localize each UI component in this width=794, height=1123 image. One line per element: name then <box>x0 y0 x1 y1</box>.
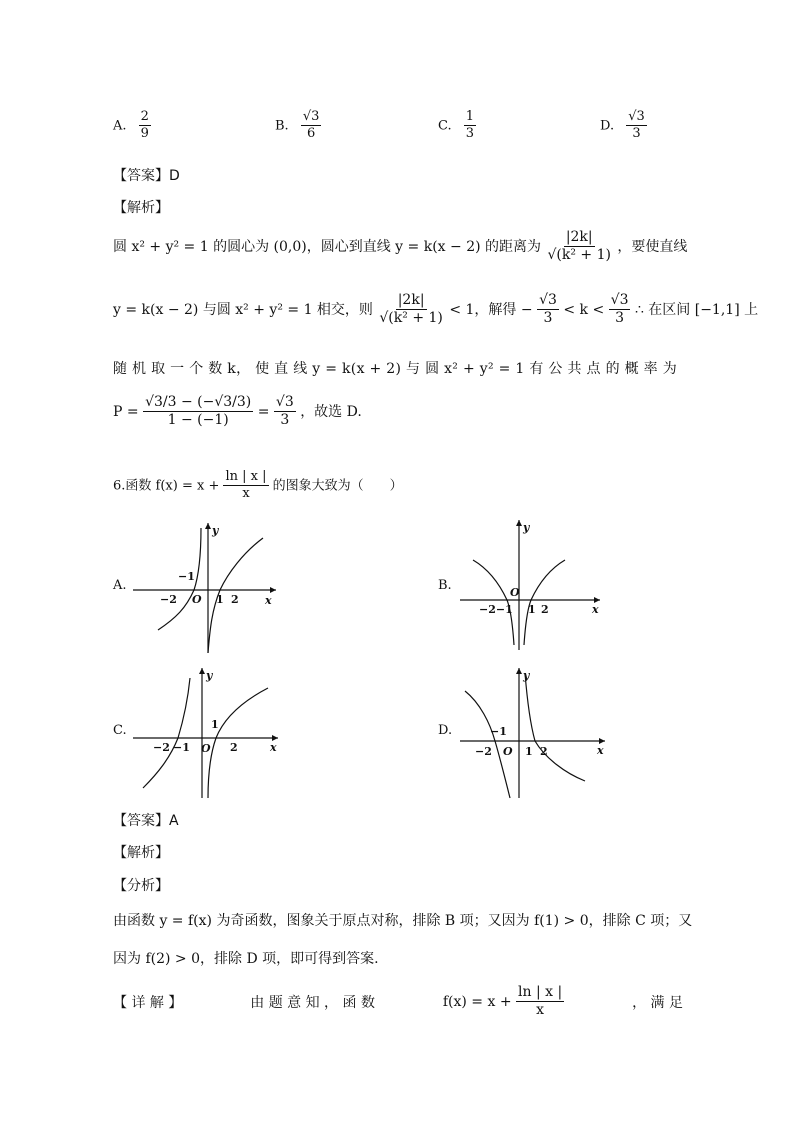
tick-label: −2 <box>475 745 492 758</box>
distance-fraction <box>545 230 612 264</box>
tick-label: −1 <box>178 570 195 583</box>
fraction-denominator: √(k² + 1) <box>379 310 443 327</box>
solution-text: < 1，解得 − <box>449 301 533 318</box>
q6-stem <box>113 470 403 502</box>
option-d <box>600 110 647 142</box>
curve-right <box>525 673 585 781</box>
option-letter: A. <box>113 118 127 134</box>
graph-a-label: A. <box>113 578 127 593</box>
option-fraction <box>301 110 322 142</box>
fraction-numerator: 2 <box>139 110 151 126</box>
y-axis-label: y <box>212 524 219 537</box>
fraction-numerator: √3 <box>301 110 322 126</box>
solution-text: ，要使直线 <box>617 238 688 255</box>
tick-label: 1 <box>528 603 536 616</box>
curve-left <box>143 678 190 788</box>
tick-label: 2 <box>541 603 549 616</box>
answer-label: 【答案】 <box>113 168 169 184</box>
result-fraction <box>274 395 296 429</box>
tick-label: −2−1 <box>479 603 513 616</box>
graph-d-label: D. <box>438 723 453 738</box>
tick-label: −1 <box>490 725 507 738</box>
option-b <box>275 110 321 142</box>
detail-label: 【 详 解 】 <box>113 994 183 1011</box>
graph-b <box>455 515 605 655</box>
tick-label: 1 <box>525 745 533 758</box>
tick-label: −1 <box>173 741 190 754</box>
fraction-denominator: x <box>242 486 250 502</box>
graph-b-label: B. <box>438 578 452 593</box>
option-fraction <box>626 110 647 142</box>
detail-fraction <box>516 985 564 1019</box>
solution-text: ∴ 在区间 [−1,1] 上 <box>634 301 759 318</box>
y-arrow <box>516 668 522 674</box>
origin-label: O <box>192 593 202 606</box>
probability-fraction <box>143 395 253 429</box>
answer-value: A <box>169 813 179 829</box>
fraction-numerator: √3 <box>274 395 296 412</box>
tick-label: −2 <box>153 741 170 754</box>
fraction-numerator: √3 <box>609 293 631 310</box>
origin-label: O <box>503 745 513 758</box>
answer-value: D <box>169 168 180 184</box>
origin-label: O <box>201 742 211 755</box>
fraction-numerator: |2k| <box>564 230 595 247</box>
solution-text: = <box>257 403 270 420</box>
tick-label: 2 <box>231 593 239 606</box>
tick-label: −2 <box>160 593 177 606</box>
q6-answer <box>113 810 179 830</box>
option-letter: D. <box>600 118 615 134</box>
x-arrow <box>270 587 276 593</box>
graph-a <box>128 518 283 658</box>
tick-label: 2 <box>230 741 238 754</box>
y-axis-label: y <box>523 521 530 534</box>
y-arrow <box>205 523 211 529</box>
fraction-denominator: √(k² + 1) <box>547 247 611 264</box>
fraction-denominator: x <box>536 1002 545 1019</box>
fraction-denominator: 3 <box>543 310 553 327</box>
q5-solution-line-3: 随 机 取 一 个 数 k， 使 直 线 y = k(x + 2) 与 圆 x² + y² = 1 有 公 共 点 的 概 率 为 <box>113 361 678 377</box>
stem-fraction <box>223 470 268 502</box>
origin-label: O <box>510 586 520 599</box>
distance-fraction <box>377 293 444 327</box>
graph-c <box>128 663 283 803</box>
y-axis-label: y <box>523 669 530 682</box>
q6-fenxi-label: 【分析】 <box>113 878 169 894</box>
solution-text: P = <box>113 403 139 420</box>
x-axis-label: x <box>597 744 604 757</box>
fraction-numerator: |2k| <box>396 293 427 310</box>
solution-text: < k < <box>563 301 605 318</box>
answer-label: 【答案】 <box>113 813 169 829</box>
option-fraction <box>464 110 476 142</box>
detail-formula <box>443 985 564 1019</box>
tick-label: 1 <box>216 593 224 606</box>
y-arrow <box>199 668 205 674</box>
q5-solution-line-2 <box>113 293 758 327</box>
fraction-denominator: 3 <box>465 126 475 142</box>
q6-analysis-label: 【解析】 <box>113 845 169 861</box>
graph-d <box>455 663 610 803</box>
stem-text: 的图象大致为（ ） <box>272 478 403 494</box>
q6-fenxi-line-1: 由函数 y = f(x) 为奇函数，图象关于原点对称，排除 B 项；又因为 f(1) > 0，排除 C 项；又 <box>113 913 693 929</box>
q5-solution-line-1 <box>113 230 687 264</box>
q5-analysis-label: 【解析】 <box>113 200 169 216</box>
x-axis-label: x <box>270 741 277 754</box>
fraction-denominator: 3 <box>280 412 290 429</box>
bound-fraction <box>609 293 631 327</box>
curve-right <box>208 688 268 798</box>
x-axis-label: x <box>265 594 272 607</box>
stem-text: 6.函数 f(x) = x + <box>113 478 220 494</box>
q6-detail-line <box>113 985 683 1019</box>
fraction-numerator: 1 <box>464 110 476 126</box>
q6-fenxi-line-2: 因为 f(2) > 0，排除 D 项，即可得到答案. <box>113 951 379 967</box>
fraction-denominator: 6 <box>306 126 316 142</box>
option-c <box>438 110 476 142</box>
detail-formula-text: f(x) = x + <box>442 993 512 1010</box>
solution-text: 圆 x² + y² = 1 的圆心为 (0,0)，圆心到直线 y = k(x − 2) 的距离为 <box>113 238 542 255</box>
fraction-numerator: ln | x | <box>223 470 268 486</box>
q5-answer <box>113 165 180 185</box>
fraction-denominator: 1 − (−1) <box>167 412 229 429</box>
q5-solution-line-4 <box>113 395 362 429</box>
detail-text: 由 题 意 知 ， 函 数 <box>250 994 375 1011</box>
graph-c-label: C. <box>113 723 127 738</box>
y-axis-label: y <box>206 669 213 682</box>
solution-text: y = k(x − 2) 与圆 x² + y² = 1 相交，则 <box>113 301 373 318</box>
fraction-numerator: √3/3 − (−√3/3) <box>143 395 253 412</box>
detail-text: ， 满 足 <box>632 994 683 1011</box>
tick-label: 2 <box>540 745 548 758</box>
option-a <box>113 110 151 142</box>
tick-label: 1 <box>211 718 219 731</box>
x-axis-label: x <box>592 603 599 616</box>
fraction-numerator: √3 <box>537 293 559 310</box>
fraction-numerator: ln | x | <box>516 985 564 1002</box>
fraction-numerator: √3 <box>626 110 647 126</box>
option-letter: B. <box>275 118 289 134</box>
option-fraction <box>139 110 151 142</box>
fraction-denominator: 3 <box>632 126 641 142</box>
y-arrow <box>516 520 522 526</box>
fraction-denominator: 9 <box>140 126 149 142</box>
fraction-denominator: 3 <box>615 310 625 327</box>
bound-fraction <box>537 293 559 327</box>
option-letter: C. <box>438 118 452 134</box>
solution-text: ，故选 D. <box>300 403 362 420</box>
